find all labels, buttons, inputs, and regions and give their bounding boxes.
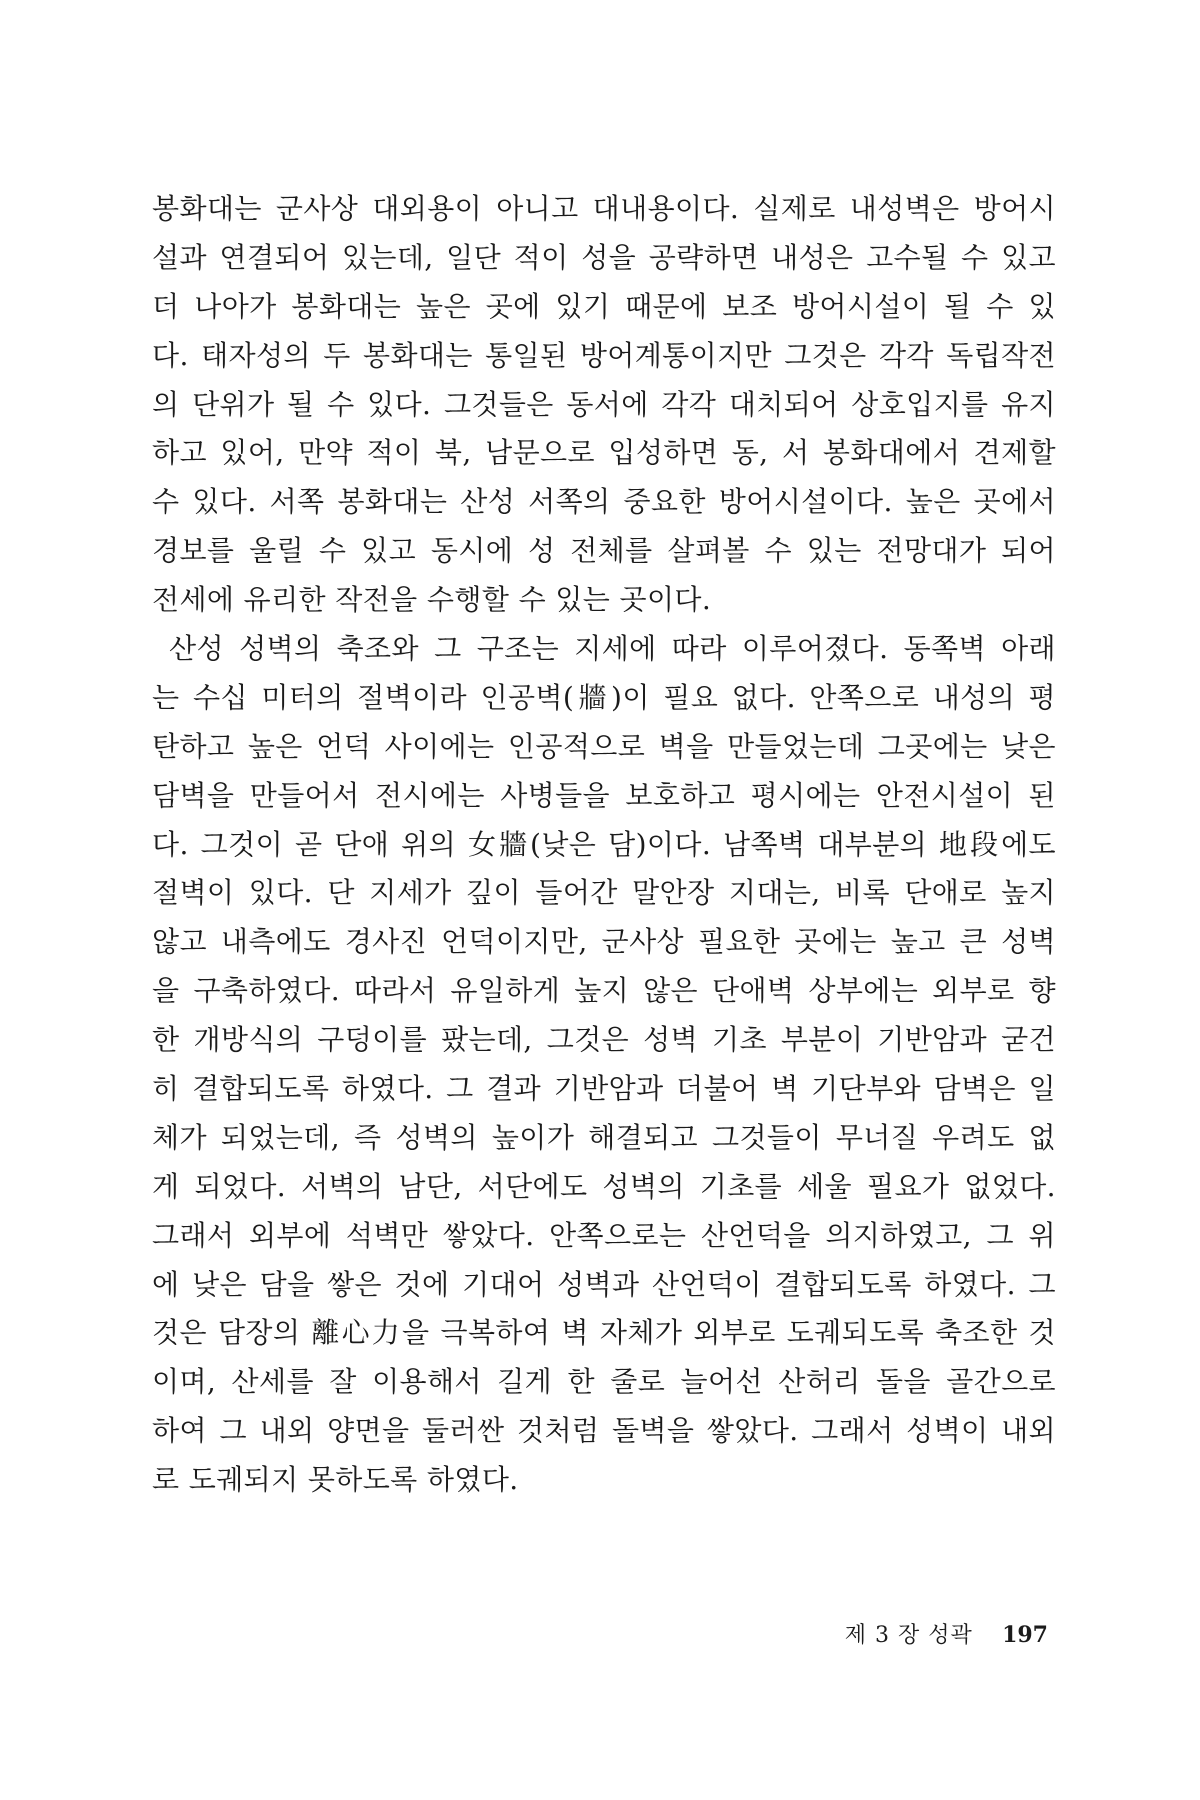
- text-line: 담벽을 만들어서 전시에는 사병들을 보호하고 평시에는 안전시설이 된: [152, 778, 1056, 812]
- text-line: 것은 담장의 離心力을 극복하여 벽 자체가 외부로 도궤되도록 축조한 것: [152, 1316, 1056, 1350]
- page-number: 197: [1002, 1622, 1048, 1648]
- text-line: 다. 그것이 곧 단애 위의 女牆(낮은 담)이다. 남쪽벽 대부분의 地段에도: [152, 827, 1056, 861]
- text-line: 는 수십 미터의 절벽이라 인공벽(牆)이 필요 없다. 안쪽으로 내성의 평: [152, 680, 1056, 714]
- text-line: 탄하고 높은 언덕 사이에는 인공적으로 벽을 만들었는데 그곳에는 낮은: [152, 729, 1056, 763]
- text-line: 설과 연결되어 있는데, 일단 적이 성을 공략하면 내성은 고수될 수 있고: [152, 240, 1056, 274]
- text-line: 봉화대는 군사상 대외용이 아니고 대내용이다. 실제로 내성벽은 방어시: [152, 192, 1056, 225]
- text-line: 경보를 울릴 수 있고 동시에 성 전체를 살펴볼 수 있는 전망대가 되어: [152, 534, 1056, 568]
- text-line: 산성 성벽의 축조와 그 구조는 지세에 따라 이루어졌다. 동쪽벽 아래: [169, 632, 1056, 666]
- text-line: 수 있다. 서쪽 봉화대는 산성 서쪽의 중요한 방어시설이다. 높은 곳에서: [152, 485, 1056, 519]
- text-line: 체가 되었는데, 즉 성벽의 높이가 해결되고 그것들이 무너질 우려도 없: [152, 1120, 1056, 1154]
- text-line: 의 단위가 될 수 있다. 그것들은 동서에 각각 대치되어 상호입지를 유지: [152, 387, 1056, 421]
- text-line: 전세에 유리한 작전을 수행할 수 있는 곳이다.: [152, 583, 712, 617]
- text-line: 로 도궤되지 못하도록 하였다.: [152, 1463, 519, 1497]
- text-line: 하고 있어, 만약 적이 북, 남문으로 입성하면 동, 서 봉화대에서 견제할: [152, 436, 1056, 470]
- text-line: 다. 태자성의 두 봉화대는 통일된 방어계통이지만 그것은 각각 독립작전: [152, 338, 1056, 372]
- text-line: 에 낮은 담을 쌓은 것에 기대어 성벽과 산언덕이 결합되도록 하였다. 그: [152, 1267, 1056, 1301]
- text-line: 한 개방식의 구덩이를 팠는데, 그것은 성벽 기초 부분이 기반암과 굳건: [152, 1023, 1056, 1057]
- chapter-label: 제 3 장 성곽: [844, 1623, 973, 1648]
- text-line: 게 되었다. 서벽의 남단, 서단에도 성벽의 기초를 세울 필요가 없었다.: [152, 1169, 1056, 1203]
- text-line: 않고 내측에도 경사진 언덕이지만, 군사상 필요한 곳에는 높고 큰 성벽: [152, 925, 1056, 959]
- text-line: 더 나아가 봉화대는 높은 곳에 있기 때문에 보조 방어시설이 될 수 있: [152, 289, 1056, 323]
- text-line: 히 결합되도록 하였다. 그 결과 기반암과 더불어 벽 기단부와 담벽은 일: [152, 1072, 1056, 1106]
- text-line: 그래서 외부에 석벽만 쌓았다. 안쪽으로는 산언덕을 의지하였고, 그 위: [152, 1218, 1056, 1252]
- page-footer: [845, 1618, 1048, 1649]
- body-text: [152, 185, 1056, 1505]
- text-line: 절벽이 있다. 단 지세가 깊이 들어간 말안장 지대는, 비록 단애로 높지: [152, 876, 1056, 910]
- text-line: 을 구축하였다. 따라서 유일하게 높지 않은 단애벽 상부에는 외부로 향: [152, 974, 1056, 1008]
- text-line: 이며, 산세를 잘 이용해서 길게 한 줄로 늘어선 산허리 돌을 골간으로: [152, 1365, 1056, 1399]
- text-line: 하여 그 내외 양면을 둘러싼 것처럼 돌벽을 쌓았다. 그래서 성벽이 내외: [152, 1414, 1056, 1448]
